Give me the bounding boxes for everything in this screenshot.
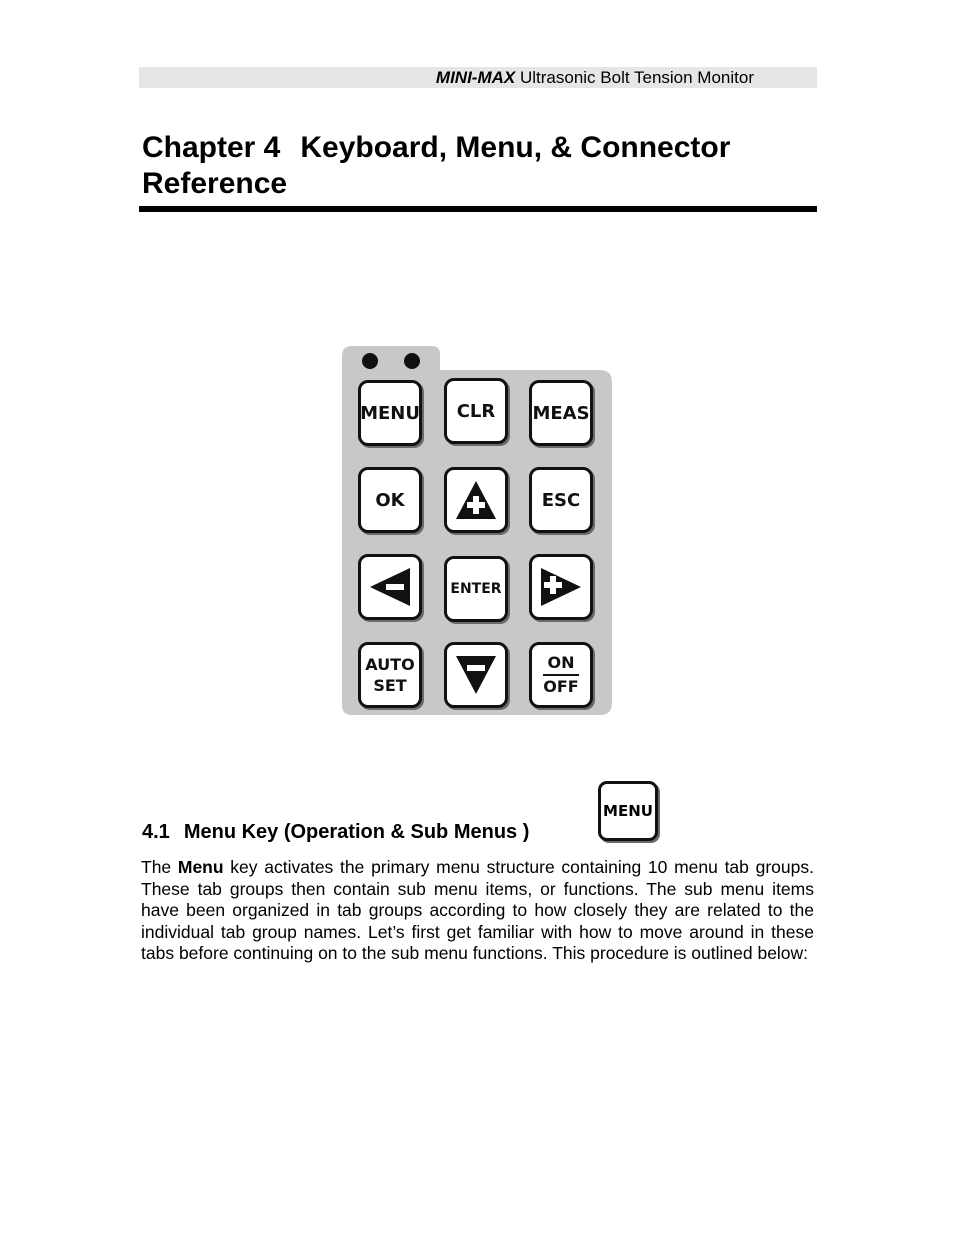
auto-set-key-label	[365, 654, 414, 696]
product-brand: MINI-MAX	[435, 68, 516, 87]
meas-key-label: MEAS	[532, 402, 590, 424]
left-minus-icon	[368, 566, 412, 608]
left-key[interactable]	[358, 554, 422, 620]
clr-key[interactable]	[444, 378, 508, 444]
running-header	[139, 67, 817, 88]
up-plus-icon	[454, 479, 498, 521]
ok-key[interactable]	[358, 467, 422, 533]
chapter-name: Keyboard, Menu, & Connector Reference	[142, 131, 731, 200]
menu-key[interactable]	[358, 380, 422, 446]
esc-key[interactable]	[529, 467, 593, 533]
body-lead: The	[141, 857, 178, 877]
body-rest: key activates the primary menu structure containing 10 menu tab groups. These tab groups then contain sub menu items, or functions. The sub menu items have been organized in tab groups according to how closely they are related to the individual tab group names. Let’s first get familiar with how to move around in these tabs before continuing on to the sub menu functions. This procedure is outlined below:	[141, 857, 814, 964]
right-key[interactable]	[529, 554, 593, 620]
off-label: OFF	[543, 677, 579, 696]
clr-key-label: CLR	[456, 400, 496, 422]
indicator-led-2	[404, 353, 420, 369]
enter-key[interactable]	[444, 556, 508, 622]
ok-key-label: OK	[375, 489, 405, 511]
menu-key-icon-label: MENU	[603, 802, 653, 820]
indicator-led-1	[362, 353, 378, 369]
keypad-illustration	[342, 346, 612, 715]
on-off-key-label	[543, 653, 578, 697]
chapter-title	[142, 130, 822, 202]
down-minus-icon	[454, 654, 498, 696]
auto-set-key[interactable]	[358, 642, 422, 708]
product-subtitle: Ultrasonic Bolt Tension Monitor	[515, 68, 754, 87]
running-header-text	[139, 68, 754, 88]
title-rule	[139, 206, 817, 212]
auto-set-line1: AUTO	[365, 655, 415, 674]
menu-key-icon	[598, 781, 658, 841]
auto-set-line2: SET	[373, 676, 407, 695]
right-plus-icon	[539, 566, 583, 608]
esc-key-label: ESC	[541, 489, 581, 511]
chapter-number: Chapter 4	[142, 131, 281, 164]
section-title-text: Menu Key (Operation & Sub Menus )	[183, 821, 530, 843]
enter-key-label: ENTER	[450, 581, 502, 597]
section-number: 4.1	[142, 821, 170, 843]
up-key[interactable]	[444, 467, 508, 533]
body-paragraph	[141, 857, 814, 965]
body-keyword: Menu	[177, 857, 224, 877]
meas-key[interactable]	[529, 380, 593, 446]
on-label: ON	[543, 653, 578, 676]
menu-key-label: MENU	[360, 402, 420, 424]
on-off-key[interactable]	[529, 642, 593, 708]
down-key[interactable]	[444, 642, 508, 708]
section-heading	[142, 818, 529, 846]
